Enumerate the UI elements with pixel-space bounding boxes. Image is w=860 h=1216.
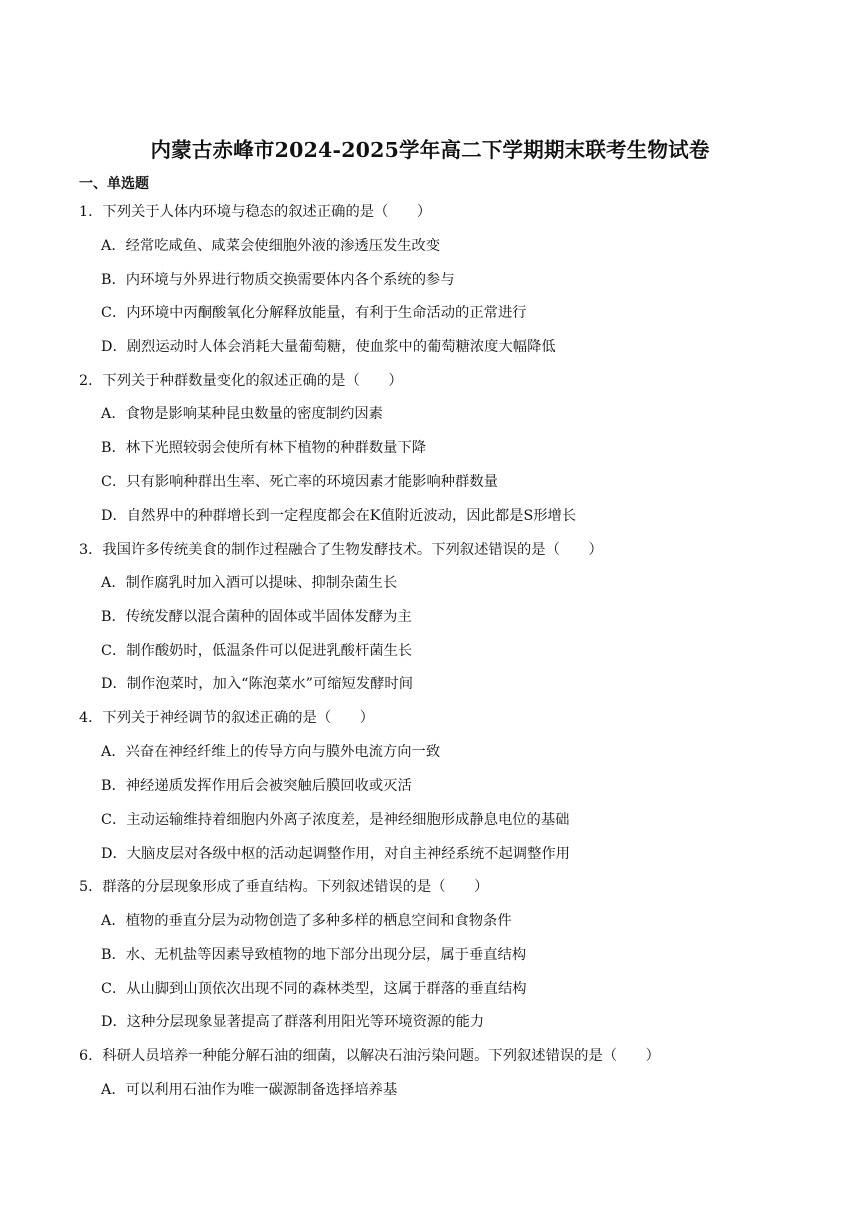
option-d: D．自然界中的种群增长到一定程度都会在K值附近波动，因此都是S形增长 xyxy=(101,508,577,524)
option-b: B．内环境与外界进行物质交换需要体内各个系统的参与 xyxy=(101,272,455,288)
option-a: A．可以利用石油作为唯一碳源制备选择培养基 xyxy=(101,1082,398,1098)
option-a: A．兴奋在神经纤维上的传导方向与膜外电流方向一致 xyxy=(101,744,441,760)
option-c: C．制作酸奶时，低温条件可以促进乳酸杆菌生长 xyxy=(101,643,413,659)
option-c: C．内环境中丙酮酸氧化分解释放能量，有利于生命活动的正常进行 xyxy=(101,305,527,321)
document-title: 内蒙古赤峰市2024-2025学年高二下学期期末联考生物试卷 xyxy=(150,138,710,162)
option-d: D．剧烈运动时人体会消耗大量葡萄糖，使血浆中的葡萄糖浓度大幅降低 xyxy=(101,339,556,355)
option-a: A．经常吃咸鱼、咸菜会使细胞外液的渗透压发生改变 xyxy=(101,238,441,254)
question-stem: 6．科研人员培养一种能分解石油的细菌，以解决石油污染问题。下列叙述错误的是（ ） xyxy=(79,1048,660,1064)
option-a: A．食物是影响某种昆虫数量的密度制约因素 xyxy=(101,406,383,422)
section-heading: 一、单选题 xyxy=(79,176,149,192)
option-d: D．这种分层现象显著提高了群落利用阳光等环境资源的能力 xyxy=(101,1014,485,1030)
option-a: A．制作腐乳时加入酒可以提味、抑制杂菌生长 xyxy=(101,575,398,591)
option-b: B．传统发酵以混合菌种的固体或半固体发酵为主 xyxy=(101,609,412,625)
option-d: D．大脑皮层对各级中枢的活动起调整作用，对自主神经系统不起调整作用 xyxy=(101,846,570,862)
option-d: D．制作泡菜时，加入“陈泡菜水”可缩短发酵时间 xyxy=(101,676,414,692)
question-stem: 4．下列关于神经调节的叙述正确的是（ ） xyxy=(79,710,375,726)
option-b: B．水、无机盐等因素导致植物的地下部分出现分层，属于垂直结构 xyxy=(101,947,527,963)
question-stem: 1．下列关于人体内环境与稳态的叙述正确的是（ ） xyxy=(79,204,432,220)
option-b: B．林下光照较弱会使所有林下植物的种群数量下降 xyxy=(101,440,427,456)
question-stem: 2．下列关于种群数量变化的叙述正确的是（ ） xyxy=(79,373,403,389)
option-c: C．主动运输维持着细胞内外离子浓度差，是神经细胞形成静息电位的基础 xyxy=(101,812,570,828)
question-stem: 3．我国许多传统美食的制作过程融合了生物发酵技术。下列叙述错误的是（ ） xyxy=(79,542,603,558)
option-c: C．只有影响种群出生率、死亡率的环境因素才能影响种群数量 xyxy=(101,474,498,490)
option-b: B．神经递质发挥作用后会被突触后膜回收或灭活 xyxy=(101,778,412,794)
question-stem: 5．群落的分层现象形成了垂直结构。下列叙述错误的是（ ） xyxy=(79,879,489,895)
option-c: C．从山脚到山顶依次出现不同的森林类型，这属于群落的垂直结构 xyxy=(101,981,527,997)
option-a: A．植物的垂直分层为动物创造了多种多样的栖息空间和食物条件 xyxy=(101,913,512,929)
